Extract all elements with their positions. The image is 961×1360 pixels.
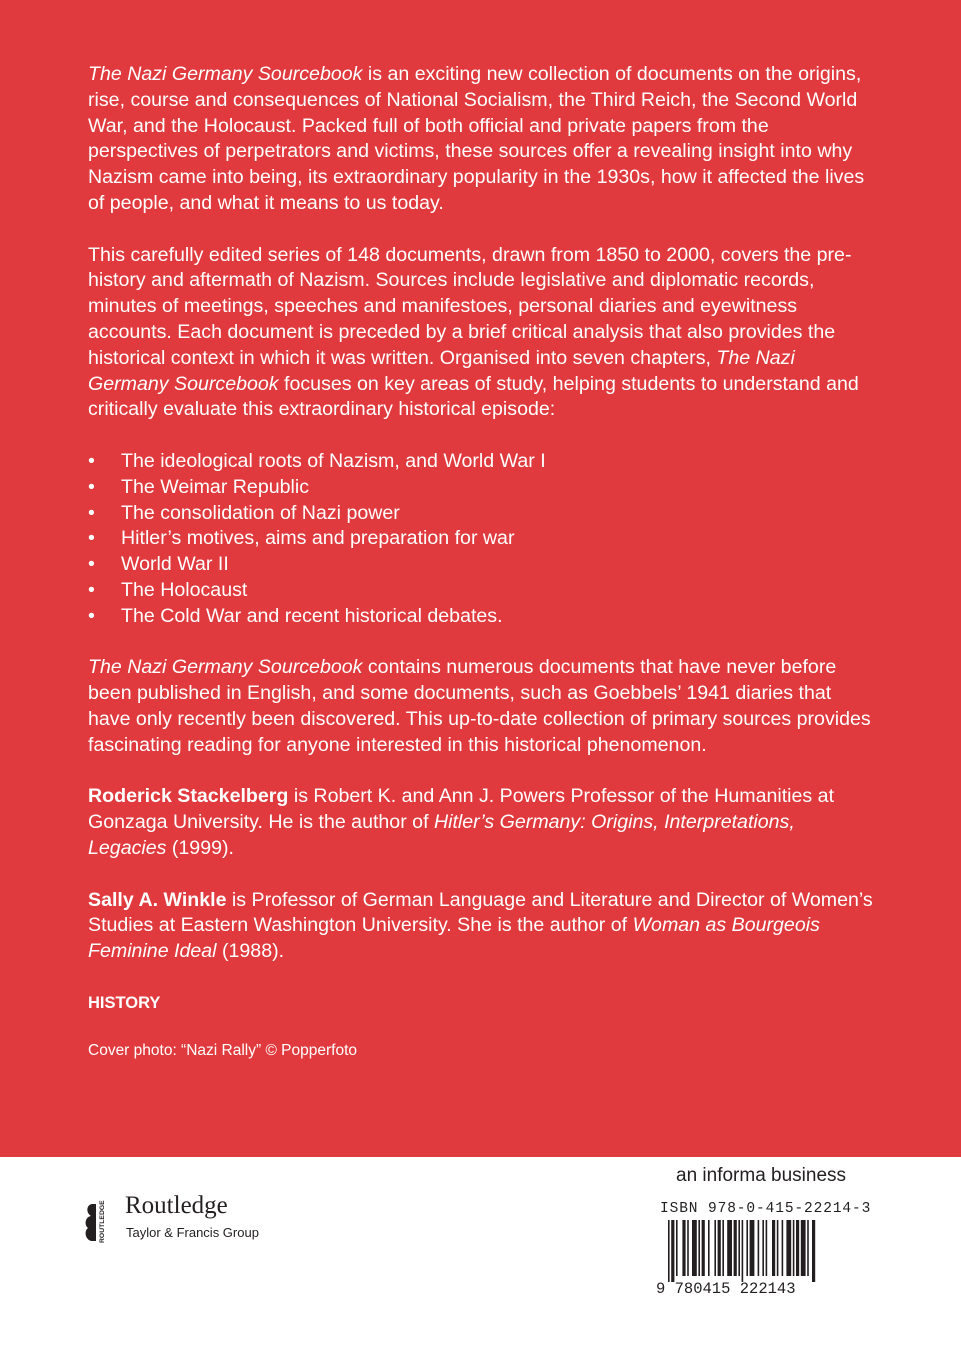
blurb: [88, 62, 878, 1064]
author-book-title: Hitler’s Germany: Origins, Interpretations, Legacies: [88, 811, 795, 859]
barcode-bar: [746, 1220, 748, 1276]
barcode-bar: [786, 1220, 791, 1276]
scope-paragraph: This carefully edited series of 148 documents, drawn from 1850 to 2000, covers the pre-history and aftermath of Nazism. Sources include legislative and diplomatic records, minutes of meetings, speeches and manifestoes, personal diaries and eyewitness accounts. Each document is preceded by a brief critical analysis that also provides the historical context in which it was written. Organised into seven chapters, The Nazi Germany Sourcebook focuses on key areas of study, helping students to understand and critically evaluate this extraordinary historical episode:: [88, 243, 859, 421]
publisher-tagline: an informa business: [676, 1165, 847, 1186]
book-title: The Nazi Germany Sourcebook: [88, 346, 795, 395]
cover-credit: Cover photo: “Nazi Rally” © Popperfoto: [88, 1042, 358, 1060]
barcode-bar: [807, 1220, 809, 1276]
list-item: • Hitler’s motives, aims and preparation for war: [88, 526, 878, 552]
barcode-bar: [708, 1220, 710, 1276]
barcode: [656, 1220, 861, 1310]
barcode-bar: [727, 1220, 732, 1276]
barcode-bar: [758, 1220, 760, 1276]
barcode-bar: [777, 1220, 779, 1276]
routledge-mark-icon: [82, 1195, 116, 1245]
author-name: Sally A. Winkle: [88, 888, 227, 911]
list-item: • The Weimar Republic: [88, 475, 878, 501]
barcode-bar: [766, 1220, 768, 1276]
barcode-digits: 9 780415 222143: [656, 1280, 796, 1298]
barcode-bar: [722, 1220, 724, 1276]
list-item: • The consolidation of Nazi power: [88, 501, 878, 527]
barcode-bar: [801, 1220, 806, 1276]
book-title: The Nazi Germany Sourcebook: [88, 656, 363, 679]
publisher-group: Taylor & Francis Group: [126, 1225, 259, 1240]
barcode-bar: [671, 1220, 674, 1282]
barcode-bar: [668, 1220, 670, 1282]
barcode-bar: [793, 1220, 795, 1276]
isbn-label: ISBN 978-0-415-22214-3: [660, 1201, 872, 1217]
list-item: • The Holocaust: [88, 578, 878, 604]
topic-list: [88, 449, 878, 630]
barcode-bar: [750, 1220, 755, 1276]
barcode-bar: [762, 1220, 764, 1276]
author-bio: Sally A. Winkle is Professor of German Language and Literature and Director of Women’s Studies at Eastern Washington University. She is the author of Woman as Bourgeois Feminine Ideal (1988).: [88, 888, 873, 963]
author-book-title: Woman as Bourgeois Feminine Ideal: [88, 914, 820, 963]
list-item: • The ideological roots of Nazism, and World War I: [88, 449, 878, 475]
barcode-bar: [718, 1220, 721, 1276]
barcode-bar: [742, 1220, 744, 1282]
barcode-bar: [714, 1220, 716, 1276]
barcode-bar: [692, 1220, 697, 1276]
barcode-bar: [796, 1220, 799, 1276]
barcode-bar: [738, 1220, 740, 1276]
barcode-bar: [702, 1220, 705, 1276]
barcode-bar: [812, 1220, 815, 1282]
author-bio: Roderick Stackelberg is Robert K. and Ann J. Powers Professor of the Humanities at Gonzaga University. He is the author of Hitler’s Germany: Origins, Interpretations, Legacies (1999).: [88, 785, 835, 859]
barcode-bar: [782, 1220, 784, 1276]
book-title: The Nazi Germany Sourcebook: [88, 63, 363, 85]
barcode-bar: [734, 1220, 737, 1276]
list-item: • World War II: [88, 552, 878, 578]
subject-category: HISTORY: [88, 993, 161, 1012]
contents-paragraph: The Nazi Germany Sourcebook contains numerous documents that have never before been published in English, and some documents, such as Goebbels’ 1941 diaries that have only recently been discovered. This up-to-date collection of primary sources provides fascinating reading for anyone interested in this historical phenomenon.: [88, 656, 871, 756]
author-name: Roderick Stackelberg: [88, 785, 289, 808]
barcode-bar: [698, 1220, 700, 1276]
routledge-logo: [82, 1191, 262, 1249]
intro-paragraph: The Nazi Germany Sourcebook is an exciting new collection of documents on the origins, rise, course and consequences of National Socialism, the Third Reich, the Second World War, and the Holocaust. Packed full of both official and private papers from the perspectives of perpetrators and victims, these sources offer a revealing insight into why Nazism came into being, its extraordinary popularity in the 1930s, how it affected the lives of people, and what it means to us today.: [88, 63, 865, 214]
barcode-bars: [668, 1220, 815, 1282]
barcode-bar: [772, 1220, 775, 1276]
barcode-bar: [682, 1220, 685, 1276]
list-item: • The Cold War and recent historical debates.: [88, 604, 878, 630]
barcode-bar: [676, 1220, 678, 1276]
barcode-bar: [687, 1220, 689, 1276]
vertical-wordmark: ROUTLEDGE: [99, 1200, 106, 1243]
publisher-name: Routledge: [125, 1192, 228, 1219]
